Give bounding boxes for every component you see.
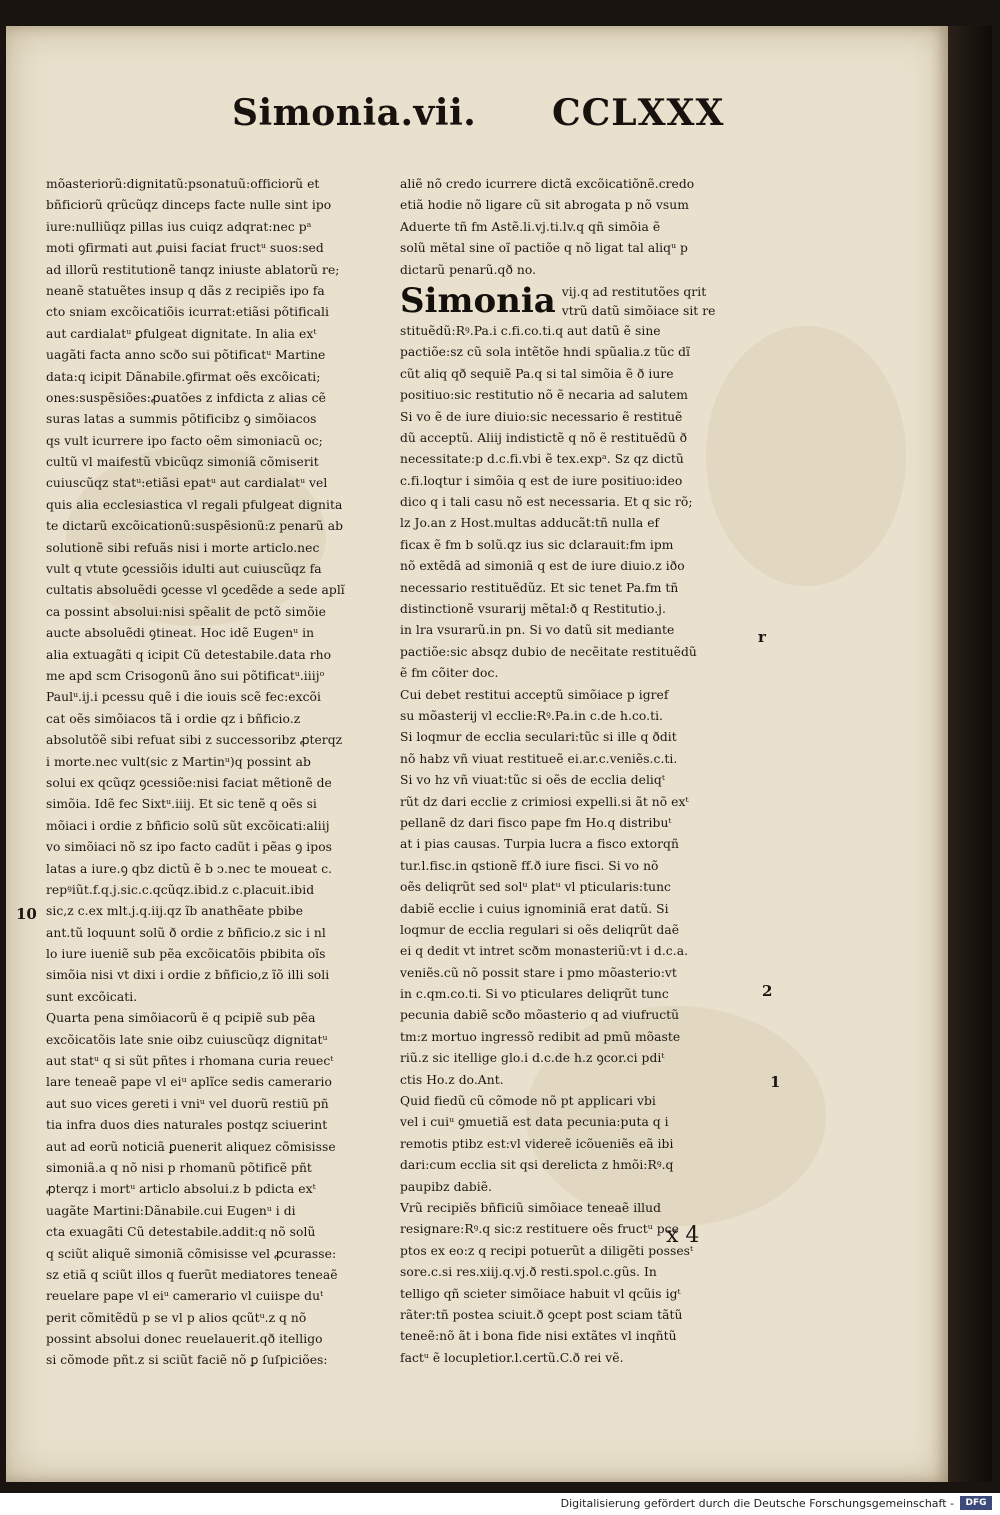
text-line: ad illorũ restitutionẽ tanqz iniuste ablatorũ re; <box>46 262 340 277</box>
text-line: solũ mẽtal sine oĩ pactiõe q nõ ligat tal aliqᵘ p <box>400 241 688 256</box>
text-line: Cui debet restitui acceptũ simõiace p igref <box>400 687 669 702</box>
text-line: veniẽs.cũ nõ possit stare i pmo mõasterio:vt <box>400 965 677 980</box>
text-line: cto sniam excõicatiõis icurrat:etiãsi põtificali <box>46 305 329 320</box>
text-line: riũ.z sic itellige glo.i d.c.de h.z ꝯcor.ci pdiᵗ <box>400 1051 665 1066</box>
text-line: etiã hodie nõ ligare cũ sit abrogata p nõ vsum <box>400 198 689 213</box>
text-line: nõ extẽdã ad simoniã q est de iure diuio.z iðo <box>400 559 685 574</box>
text-line: aliẽ nõ credo icurrere dictã excõicatiõnẽ.credo <box>400 177 695 191</box>
right-column-body-text <box>400 321 730 1369</box>
text-line: repꝰiũt.f.q.j.sic.c.qcũqz.ibid.z c.placuit.ibid <box>46 882 315 897</box>
text-line: stituẽdũ:Rꝰ.Pa.i c.fi.co.ti.q aut datũ ẽ sine <box>400 323 661 338</box>
text-line: dũ acceptũ. Aliij indistictẽ q nõ ẽ restituẽdũ ð <box>400 430 688 445</box>
text-line: sunt excõicati. <box>46 989 138 1004</box>
text-line: ptos ex eo:z q recipi potuerũt a diligẽti possesᵗ <box>400 1243 694 1258</box>
text-line: cuiuscũqz statᵘ:etiãsi epatᵘ aut cardialatᵘ vel <box>46 476 328 491</box>
text-line: vel i cuiᵘ ꝯmuetiã est data pecunia:puta q i <box>400 1115 669 1130</box>
left-text-column <box>46 174 376 1372</box>
text-line: Si vo ẽ de iure diuio:sic necessario ẽ restituẽ <box>400 409 683 424</box>
drop-capital-lines <box>562 283 716 321</box>
text-line: factᵘ ẽ locupletior.l.certũ.C.ð rei vẽ. <box>400 1350 624 1365</box>
text-line: Si loqmur de ecclia seculari:tũc si ille q ðdit <box>400 730 677 745</box>
text-line: loqmur de ecclia regulari si oẽs deliqrũt daẽ <box>400 922 680 937</box>
folio-number: CCLXXX <box>552 92 725 134</box>
text-line: i morte.nec vult(sic z Martinᵘ)q possint ab <box>46 754 311 769</box>
text-line: simõia. Idẽ fec Sixtᵘ.iiij. Et sic tenẽ q oẽs si <box>46 797 317 812</box>
text-line: vij.q ad restitutões qrit <box>561 284 707 299</box>
text-line: Vrũ recipiẽs bñficiũ simõiace teneaẽ illud <box>400 1200 662 1215</box>
text-line: tur.l.fisc.in qstionẽ ff.ð iure fisci. Si vo nõ <box>400 858 659 873</box>
text-line: rãter:tñ postea sciuit.ð ꝯcept post sciam tãtũ <box>400 1307 683 1322</box>
text-line: cultatis absoluẽdi ꝯcesse vl ꝯcedẽde a sede aplĩ <box>46 583 345 598</box>
text-line: lz Jo.an z Host.multas adducãt:tñ nulla ef <box>400 516 660 531</box>
paper-stain <box>706 326 906 586</box>
right-text-column <box>400 174 730 1369</box>
text-line: c.fi.loqtur i simõia q est de iure positiuo:ideo <box>400 473 683 488</box>
text-line: cultũ vl maifestũ vbicũqz simoniã cõmiserit <box>46 455 319 470</box>
text-line: necessario restituẽdũz. Et sic tenet Pa.fm tñ <box>400 580 679 595</box>
text-line: Paulᵘ.ij.i pcessu quẽ i die iouis scẽ fec:excõi <box>46 690 321 705</box>
text-line: aut cardialatᵘ ꝑfulgeat dignitate. In alia exᵗ <box>46 326 317 341</box>
text-line: dictarũ penarũ.qð no. <box>400 262 537 277</box>
text-line: neanẽ statuẽtes insup q dãs z recipiẽs ipo fa <box>46 283 325 298</box>
text-line: aut ad eorũ noticiã ꝑuenerit aliquez cõmisisse <box>46 1139 336 1154</box>
section-heading <box>400 281 730 321</box>
page-edge-shadow <box>948 26 992 1482</box>
text-line: ꝓterqz i mortᵘ articlo absolui.z b pdicta exᵗ <box>46 1182 316 1197</box>
text-line: data:q icipit Dãnabile.ꝯfirmat oẽs excõicati; <box>46 369 321 384</box>
text-line: ant.tũ loquunt solũ ð ordie z bñficio.z sic i nl <box>46 925 326 940</box>
text-line: positiuo:sic restitutio nõ ẽ necaria ad salutem <box>400 388 689 403</box>
text-line: vtrũ datũ simõiace sit re <box>561 303 716 318</box>
text-line: aucte absoluẽdi ꝯtineat. Hoc idẽ Eugenᵘ in <box>46 626 315 641</box>
text-line: latas a iure.ꝯ qbz dictũ ẽ b ↄ.nec te moueat c. <box>46 861 333 876</box>
text-line: sic,z c.ex mlt.j.q.iij.qz ĩb anathẽate pbibe <box>46 904 304 919</box>
signature-mark: x 4 <box>666 1223 700 1248</box>
text-line: moti ꝯfirmati aut ꝓuisi faciat fructᵘ suos:sed <box>46 241 324 256</box>
funding-credit: Digitalisierung gefördert durch die Deutsche Forschungsgemeinschaft - <box>560 1497 954 1510</box>
text-line: remotis ptibz est:vl videreẽ icõueniẽs eã ibi <box>400 1136 674 1151</box>
text-line: te dictarũ excõicationũ:suspẽsionũ:z penarũ ab <box>46 519 344 534</box>
text-line: aut suo vices gereti i vniᵘ vel duorũ restiũ pñ <box>46 1096 329 1111</box>
text-line: distinctionẽ vsurarij mẽtal:ð q Restitutio.j. <box>400 602 667 617</box>
text-line: paupibz dabiẽ. <box>400 1179 493 1194</box>
footer-bar <box>0 1493 1000 1515</box>
text-line: ficax ẽ fm b solũ.qz ius sic dclarauit:fm ipm <box>400 537 674 552</box>
text-line: solui ex qcũqz ꝯcessiõe:nisi faciat mẽtionẽ de <box>46 775 332 790</box>
text-line: ei q dedit vt intret scðm monasteriũ:vt i d.c.a. <box>400 944 689 959</box>
text-line: reuelare pape vl eiᵘ camerario vl cuiispe duᵗ <box>46 1289 324 1304</box>
text-line: aut statᵘ q si sũt pñtes i rhomana curia reuecᵗ <box>46 1054 334 1069</box>
text-line: simoniã.a q nõ nisi p rhomanũ põtificẽ pñt <box>46 1160 312 1175</box>
text-line: pellanẽ dz dari fisco pape fm Ho.q distribuᵗ <box>400 815 672 830</box>
text-line: ones:suspẽsiões:ꝓuatões z infdicta z alias cẽ <box>46 390 326 405</box>
text-line: pactiõe:sic absqz dubio de necẽitate restituẽdũ <box>400 644 697 659</box>
text-line: sore.c.si res.xiij.q.vj.ð resti.spol.c.gũs. In <box>400 1265 657 1280</box>
text-line: telligo qñ scieter simõiace habuit vl qcũis igᵗ <box>400 1286 681 1301</box>
text-line: solutionẽ sibi refuãs nisi i morte articlo.nec <box>46 540 320 555</box>
text-line: me apd scm Crisogonũ ãno sui põtificatᵘ.iiijᵒ <box>46 668 325 683</box>
text-line: vult q vtute ꝯcessiõis idulti aut cuiuscũqz fa <box>46 562 322 577</box>
text-line: qs vult icurrere ipo facto oẽm simoniacũ oc; <box>46 433 323 448</box>
text-line: mõasteriorũ:dignitatũ:psonatuũ:officiorũ et <box>46 177 320 191</box>
text-line: suras latas a summis põtificibz ꝯ simõiacos <box>46 412 317 427</box>
text-line: possint absolui donec reuelauerit.qð itelligo <box>46 1332 323 1347</box>
text-line: cta exuagãti Cũ detestabile.addit:q nõ solũ <box>46 1225 316 1240</box>
text-line: uagãti facta anno scðo sui põtificatᵘ Martine <box>46 348 326 363</box>
text-line: oẽs deliqrũt sed solᵘ platᵘ vl pticularis:tunc <box>400 880 671 895</box>
text-line: vo simõiaci nõ sz ipo facto cadũt i pẽas ꝯ ipos <box>46 840 333 855</box>
text-line: q sciũt aliquẽ simoniã cõmisisse vel ꝓcurasse: <box>46 1246 337 1261</box>
right-column-top-text <box>400 174 730 281</box>
text-line: cũt aliq qð sequiẽ Pa.q si tal simõia ẽ ð iure <box>400 366 674 381</box>
text-line: excõicatõis late snie oibz cuiuscũqz dignitatᵘ <box>46 1032 328 1047</box>
text-line: Si vo hz vñ viuat:tũc si oẽs de ecclia deliqᵗ <box>400 773 665 788</box>
margin-note-number: 10 <box>16 905 37 923</box>
text-line: Aduerte tñ fm Astẽ.li.vj.ti.lv.q qñ simõia ẽ <box>400 219 661 234</box>
text-line: sz etiã q sciũt illos q fuerũt mediatores teneaẽ <box>46 1267 338 1282</box>
margin-note-number: 1 <box>770 1073 781 1091</box>
text-line: mõiaci i ordie z bñficio solũ sũt excõicati:aliij <box>46 818 330 833</box>
text-line: pecunia dabiẽ scðo mõasterio q ad viufructũ <box>400 1008 680 1023</box>
text-line: at i pias causas. Turpia lucra a fisco extorqñ <box>400 837 679 852</box>
text-line: Quid fiedũ cũ cõmode nõ pt applicari vbi <box>400 1094 656 1109</box>
text-line: absolutõẽ sibi refuat sibi z successoribz ꝓterqz <box>46 733 343 748</box>
text-line: rũt dz dari ecclie z crimiosi expelli.si ãt nõ exᵗ <box>400 794 689 809</box>
text-line: ẽ fm cõiter doc. <box>400 666 499 681</box>
text-line: quis alia ecclesiastica vl regali pfulgeat dignita <box>46 497 343 512</box>
text-line: necessitate:p d.c.fi.vbi ẽ tex.expᵃ. Sz qz dictũ <box>400 452 684 467</box>
text-line: lare teneaẽ pape vl eiᵘ aplĩce sedis camerario <box>46 1075 332 1090</box>
margin-note-number: 2 <box>762 982 773 1000</box>
text-line: alia extuagãti q icipit Cũ detestabile.data rho <box>46 647 332 662</box>
text-line: Quarta pena simõiacorũ ẽ q pcipiẽ sub pẽa <box>46 1011 316 1026</box>
text-line: si cõmode pñt.z si sciũt faciẽ nõ ꝑ ſuſpiciões: <box>46 1353 328 1368</box>
drop-capital-word: Simonia <box>400 280 556 321</box>
running-title: Simonia.vii. <box>232 92 477 134</box>
text-line: perit cõmitẽdũ p se vl p alios qcũtᵘ.z q nõ <box>46 1310 307 1325</box>
text-line: bñficiorũ qrũcũqz dinceps facte nulle sint ipo <box>46 198 332 213</box>
text-line: tia infra duos dies naturales postqz sciuerint <box>46 1118 328 1133</box>
text-line: pactiõe:sz cũ sola intẽtõe hndi spũalia.z tũc dĩ <box>400 345 691 360</box>
text-line: su mõasterij vl ecclie:Rꝰ.Pa.in c.de h.co.ti. <box>400 708 664 723</box>
text-line: dari:cum ecclia sit qsi derelicta z hmõi:Rꝰ.q <box>400 1158 674 1173</box>
text-line: dico q i tali casu nõ est necessaria. Et q sic rõ; <box>400 495 693 510</box>
text-line: teneẽ:nõ ãt i bona fide nisi extãtes vl inqñtũ <box>400 1329 677 1344</box>
text-line: dabiẽ ecclie i cuius ignominiã erat datũ. Si <box>400 901 669 916</box>
text-line: cat oẽs simõiacos tã i ordie qz i bñficio.z <box>46 711 301 726</box>
text-line: nõ habz vñ viuat restitueẽ ei.ar.c.veniẽs.c.ti. <box>400 751 678 766</box>
margin-note-mark: r <box>758 628 766 646</box>
text-line: uagãte Martini:Dãnabile.cui Eugenᵘ i di <box>46 1203 296 1218</box>
text-line: in c.qm.co.ti. Si vo pticulares deliqrũt tunc <box>400 987 669 1002</box>
text-line: iure:nulliũqz pillas ius cuiqz adqrat:nec pᵃ <box>46 219 312 234</box>
text-line: in lra vsurarũ.in pn. Si vo datũ sit mediante <box>400 623 675 638</box>
text-line: ca possint absolui:nisi spẽalit de pctõ simõie <box>46 604 326 619</box>
text-line: simõia nisi vt dixi i ordie z bñficio,z ĩõ illi soli <box>46 968 330 983</box>
text-line: tm:z mortuo ingressõ redibit ad pmũ mõaste <box>400 1029 681 1044</box>
text-line: resignare:Rꝰ.q sic:z restituere oẽs fructᵘ pce <box>400 1222 679 1237</box>
dfg-logo: DFG <box>960 1496 992 1510</box>
text-line: lo iure iueniẽ sub pẽa excõicatõis pbibita oĩs <box>46 947 326 962</box>
text-line: ctis Ho.z do.Ant. <box>400 1072 504 1087</box>
